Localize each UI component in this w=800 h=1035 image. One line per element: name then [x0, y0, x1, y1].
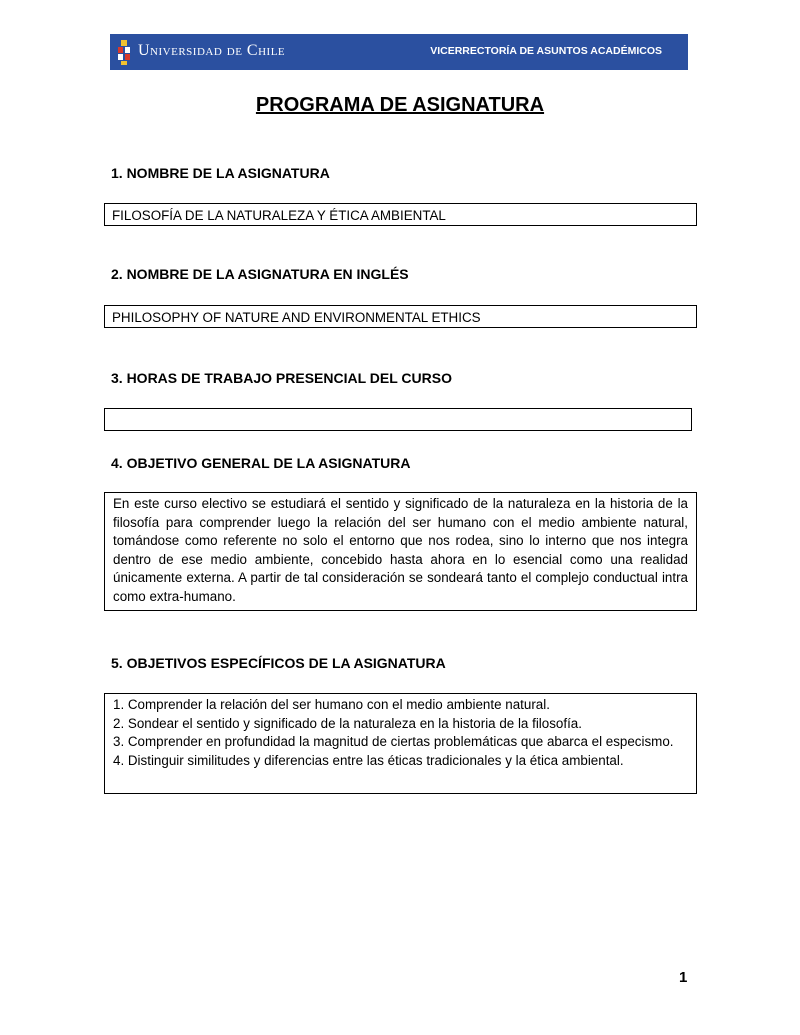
university-crest-icon: [116, 38, 132, 66]
section-content-4: En este curso electivo se estudiará el sentido y significado de la naturaleza en la historia de la filosofía para comprender luego la relación del ser humano con el medio ambiente natural, tomándose como referente no solo el entorno que nos rodea, sino lo interno que nos integra dentro de ese medio ambiente, concebido hasta ahora en lo esencial como una realidad únicamente externa. A partir de tal consideración se sondeará tanto el complejo conductual intra como extra-humano.: [104, 492, 697, 611]
section-heading-3: 3. HORAS DE TRABAJO PRESENCIAL DEL CURSO: [111, 370, 452, 386]
section-content-5: [104, 693, 697, 794]
university-name: Universidad de Chile: [138, 42, 286, 59]
list-item: 1. Comprender la relación del ser humano con el medio ambiente natural.: [113, 697, 550, 712]
list-item: 4. Distinguir similitudes y diferencias entre las éticas tradicionales y la ética ambiental.: [113, 752, 624, 768]
section-heading-2: 2. NOMBRE DE LA ASIGNATURA EN INGLÉS: [111, 266, 409, 282]
section-content-2: PHILOSOPHY OF NATURE AND ENVIRONMENTAL ETHICS: [104, 305, 697, 328]
section-heading-4: 4. OBJETIVO GENERAL DE LA ASIGNATURA: [111, 455, 411, 471]
office-name: VICERRECTORÍA DE ASUNTOS ACADÉMICOS: [430, 45, 662, 57]
page-title: PROGRAMA DE ASIGNATURA: [255, 94, 545, 116]
section-heading-5: 5. OBJETIVOS ESPECÍFICOS DE LA ASIGNATURA: [111, 655, 446, 671]
list-item: 3. Comprender en profundidad la magnitud de ciertas problemáticas que abarca el especismo.: [113, 734, 674, 750]
section-content-1: FILOSOFÍA DE LA NATURALEZA Y ÉTICA AMBIENTAL: [104, 203, 697, 226]
section-heading-1: 1. NOMBRE DE LA ASIGNATURA: [111, 165, 330, 181]
page-number: 1: [679, 969, 688, 986]
list-item: 2. Sondear el sentido y significado de la naturaleza en la historia de la filosofía.: [113, 715, 582, 731]
section-content-3: [104, 408, 692, 431]
header-banner: [110, 34, 688, 70]
